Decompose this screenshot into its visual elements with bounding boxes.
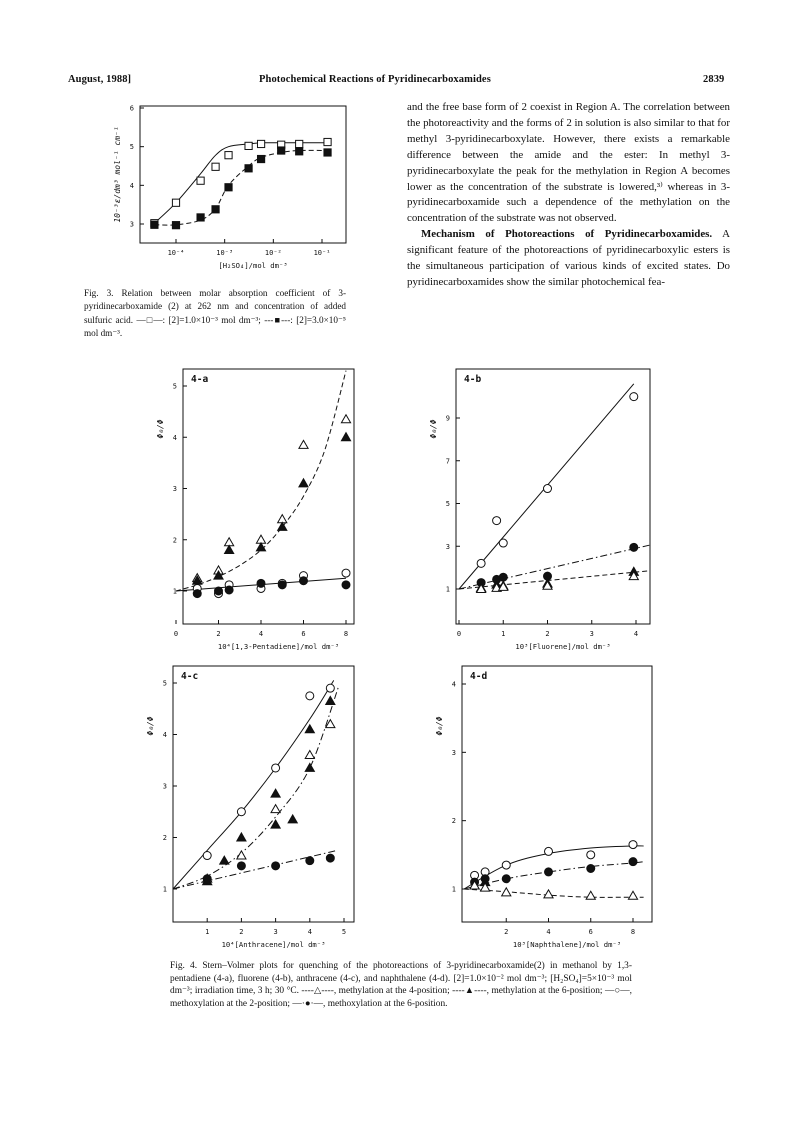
y-tick-label-4-a-3: 4 xyxy=(172,433,177,442)
fig3-caption-label: Fig. 3. xyxy=(84,288,114,298)
y-axis-label-4-c: Φ₀/Φ xyxy=(146,716,155,736)
running-header-left: August, 1988] xyxy=(68,74,132,85)
data-point-4-a-filled-triangle-2 xyxy=(225,545,234,553)
data-point-4-c-open-circle-2 xyxy=(272,764,280,772)
data-point-4-d-open-circle-5 xyxy=(629,841,637,849)
y-tick-label-4-b-2: 5 xyxy=(445,500,450,508)
x-axis-label-fig3: [H₂SO₄]/mol dm⁻³ xyxy=(218,261,288,270)
fit-line-4-b-1 xyxy=(459,545,649,589)
data-point-4-d-filled-circle-3 xyxy=(545,868,553,876)
data-point-4-a-filled-circle-0 xyxy=(193,590,201,598)
fig4-caption-text: Stern–Volmer plots for quenching of the photoreactions of 3-pyridinecarboxamide(2) in methanol by 1,3-pentadiene (4-a), fluorene (4-b), anthracene (4-c), and naphthalene (4-d). [2]=1.0×10⁻² mol dm⁻³; [H₂SO₄]=5×10⁻³ mol dm⁻³; irradiation time, 3 h; 30 °C. xyxy=(170,961,632,997)
body-paragraph-2: A significant feature of the photoreactions of pyridinecarboxylic esters is the simultaneous participation of various kinds of excited states. Do pyridinecarboxamides show the similar photochemical fea- xyxy=(407,228,730,288)
data-point-4-c-filled-triangle-1 xyxy=(220,856,229,864)
y-tick-label-4-c-3: 4 xyxy=(162,731,167,739)
chart-frame-4-b xyxy=(456,369,650,624)
data-point-4-d-open-circle-4 xyxy=(587,851,595,859)
x-tick-label-4-c-2: 3 xyxy=(273,928,278,936)
data-point-4-c-filled-triangle-5 xyxy=(288,815,297,823)
data-point-4-c-filled-circle-2 xyxy=(272,862,280,870)
data-point-4-d-open-circle-2 xyxy=(502,861,510,869)
data-point-4-a-filled-circle-3 xyxy=(257,579,265,587)
data-point-4-c-filled-triangle-8 xyxy=(326,696,335,704)
data-point-4-d-open-triangle-3 xyxy=(544,890,553,898)
y-tick-label-4-a-4: 5 xyxy=(172,382,177,391)
data-point-4-a-open-circle-6 xyxy=(342,569,350,577)
data-point-4-d-open-triangle-2 xyxy=(502,888,511,896)
data-point-4-d-open-triangle-4 xyxy=(586,891,595,899)
fit-line-4-a-0 xyxy=(176,371,346,591)
x-tick-label-fig3-0: 10⁻⁴ xyxy=(167,249,185,257)
page-number: 2839 xyxy=(703,74,725,85)
panel-label-4-a: 4-a xyxy=(191,374,209,385)
x-tick-label-4-c-4: 5 xyxy=(341,928,347,936)
data-point-4-a-open-triangle-5 xyxy=(299,440,308,448)
fit-line-4-c-1 xyxy=(173,686,339,889)
data-point-4-c-open-triangle-3 xyxy=(305,751,314,759)
panel-label-4-b: 4-b xyxy=(464,374,482,385)
data-point-4-c-filled-circle-1 xyxy=(237,862,245,870)
data-point-4-b-filled-circle-4 xyxy=(630,543,638,551)
y-tick-label-4-b-1: 3 xyxy=(445,542,450,551)
x-tick-label-4-a-0: 0 xyxy=(173,630,179,638)
y-tick-label-4-d-3: 4 xyxy=(451,680,456,689)
data-point-4-a-filled-circle-2 xyxy=(225,586,233,594)
y-tick-label-4-d-0: 1 xyxy=(451,885,456,894)
y-tick-label-4-b-3: 7 xyxy=(445,457,450,466)
section-heading: Mechanism of Photoreactions of Pyridinecarboxamides. xyxy=(421,228,713,241)
x-tick-label-4-d-2: 6 xyxy=(588,928,593,936)
x-tick-label-4-b-1: 1 xyxy=(501,630,506,638)
body-paragraph-1: and the free base form of 2 coexist in Region A. The correlation between the photoreactivity and the forms of 2 in solution is also similar to that for methyl 3-pyridinecarboxylate. However, there exists a remarkable difference between the amide and the ester: In methyl 3-pyridinecarboxylate the peak for the methylation in Region A becomes lower as the concentration of the substrate is lowered,³⁾ whereas in 3-pyridinecarboxamide such a dependence of the methylation on the concentration of the substrate was not observed. xyxy=(407,101,730,225)
data-point-4-c-filled-circle-0 xyxy=(203,875,211,883)
fig4-caption-label: Fig. 4. xyxy=(170,961,198,971)
data-point-4-a-filled-circle-5 xyxy=(300,577,308,585)
chart-frame-4-a xyxy=(183,369,354,624)
y-tick-label-4-a-1: 2 xyxy=(172,536,177,545)
y-axis-label-4-a: Φ₀/Φ xyxy=(156,419,165,439)
y-tick-label-fig3-3: 6 xyxy=(129,104,134,113)
data-point-4-c-open-circle-4 xyxy=(326,684,334,692)
data-point-4-c-filled-triangle-7 xyxy=(305,763,314,771)
data-point-4-c-open-triangle-2 xyxy=(271,805,280,813)
x-tick-label-4-b-0: 0 xyxy=(456,630,462,638)
x-tick-label-4-c-0: 1 xyxy=(205,928,210,936)
data-point-4-b-open-circle-4 xyxy=(630,393,638,401)
fit-line-4-d-2 xyxy=(464,889,644,897)
data-point-4-d-open-circle-3 xyxy=(545,847,553,855)
fit-line-4-c-2 xyxy=(173,850,337,889)
x-axis-label-4-c: 10⁴[Anthracene]/mol dm⁻³ xyxy=(221,940,326,949)
data-point-4-c-filled-triangle-6 xyxy=(305,725,314,733)
x-tick-label-fig3-1: 10⁻³ xyxy=(216,249,234,257)
y-tick-label-4-d-1: 2 xyxy=(451,817,456,826)
fit-line-4-b-2 xyxy=(459,571,649,589)
panel-label-4-c: 4-c xyxy=(181,671,199,682)
x-tick-label-4-b-2: 2 xyxy=(545,630,550,638)
data-point-4-b-open-circle-2 xyxy=(499,539,507,547)
y-tick-label-4-a-2: 3 xyxy=(172,485,177,493)
x-tick-label-4-a-4: 8 xyxy=(343,630,349,638)
data-point-4-a-open-triangle-6 xyxy=(341,415,350,423)
y-tick-label-4-b-4: 9 xyxy=(445,414,450,423)
chart-4-b xyxy=(429,369,650,651)
y-axis-label-4-d: Φ₀/Φ xyxy=(435,716,444,736)
data-point-4-c-open-triangle-1 xyxy=(237,851,246,859)
x-axis-label-4-a: 10⁴[1,3-Pentadiene]/mol dm⁻³ xyxy=(217,642,340,651)
y-tick-label-4-b-0: 1 xyxy=(445,585,450,594)
x-axis-label-4-d: 10³[Naphthalene]/mol dm⁻³ xyxy=(512,940,622,949)
fig4-caption xyxy=(170,960,632,1010)
data-point-4-a-filled-circle-1 xyxy=(215,587,223,595)
fig3-caption-text: Relation between molar absorption coefficient of 3-pyridinecarboxamide (2) at 262 nm and concentration of added sulfuric acid. xyxy=(84,288,346,325)
data-point-4-c-open-circle-1 xyxy=(237,808,245,816)
y-tick-label-fig3-0: 3 xyxy=(129,220,134,229)
data-point-4-c-filled-circle-4 xyxy=(326,854,334,862)
x-tick-label-fig3-3: 10⁻¹ xyxy=(313,249,331,257)
y-tick-label-fig3-2: 5 xyxy=(129,143,134,152)
x-tick-label-4-c-3: 4 xyxy=(307,928,312,936)
x-tick-label-4-d-0: 2 xyxy=(504,928,509,936)
x-axis-label-4-b: 10³[Fluorene]/mol dm⁻³ xyxy=(515,642,611,651)
chart-frame-4-d xyxy=(462,666,652,922)
x-tick-label-4-a-3: 6 xyxy=(301,630,306,638)
fig3-legend-open-square: —□—: [2]=1.0×10⁻³ mol dm⁻³; xyxy=(136,314,261,325)
data-point-4-b-open-circle-3 xyxy=(544,485,552,493)
chart-4-a xyxy=(156,369,354,651)
chart-4-c xyxy=(146,666,354,949)
data-point-4-c-open-circle-3 xyxy=(306,692,314,700)
y-tick-label-fig3-1: 4 xyxy=(129,181,134,190)
y-tick-label-4-d-2: 3 xyxy=(451,748,456,757)
fit-line-4-d-0 xyxy=(464,846,644,889)
data-point-4-b-open-circle-0 xyxy=(477,559,485,567)
data-point-4-c-open-circle-0 xyxy=(203,852,211,860)
y-tick-label-4-a-0: 1 xyxy=(172,587,177,596)
y-axis-label-4-b: Φ₀/Φ xyxy=(429,419,438,439)
x-tick-label-4-a-2: 4 xyxy=(258,630,264,638)
x-tick-label-4-a-1: 2 xyxy=(216,630,221,638)
x-tick-label-4-b-4: 4 xyxy=(633,630,639,638)
data-point-4-d-open-triangle-5 xyxy=(628,891,637,899)
y-tick-label-4-c-4: 5 xyxy=(162,679,167,688)
x-tick-label-4-c-1: 2 xyxy=(239,928,244,936)
x-tick-label-fig3-2: 10⁻² xyxy=(264,249,282,257)
fit-line-4-d-1 xyxy=(464,862,644,889)
data-point-4-c-filled-triangle-2 xyxy=(237,833,246,841)
y-axis-label-fig3: 10⁻³ε/dm³ mol⁻¹ cm⁻¹ xyxy=(113,126,122,223)
x-tick-label-4-d-3: 8 xyxy=(630,928,636,936)
panel-label-4-d: 4-d xyxy=(470,671,488,682)
y-tick-label-4-c-0: 1 xyxy=(162,885,167,894)
data-point-4-d-filled-circle-5 xyxy=(629,858,637,866)
data-point-4-a-filled-triangle-6 xyxy=(341,433,350,441)
data-point-4-d-filled-circle-4 xyxy=(587,865,595,873)
data-point-4-c-filled-circle-3 xyxy=(306,857,314,865)
chart-4-d xyxy=(435,666,652,949)
fig4-legend: ----△----, methylation at the 4-position; ----▲----, methylation at the 6-position; —○—, methoxylation at the 2-position; —·●·—, methoxylation at the 6-position. xyxy=(170,986,632,1009)
data-point-4-b-filled-circle-2 xyxy=(499,573,507,581)
y-tick-label-4-c-1: 2 xyxy=(162,834,167,842)
data-point-4-c-filled-triangle-3 xyxy=(271,789,280,797)
y-tick-label-4-c-2: 3 xyxy=(162,782,167,791)
x-tick-label-4-d-1: 4 xyxy=(546,928,551,936)
data-point-4-a-filled-triangle-5 xyxy=(299,479,308,487)
data-point-4-d-filled-circle-2 xyxy=(502,875,510,883)
fig3-legend-filled-square: ---■---: [2]=3.0×10⁻⁵ mol dm⁻³. xyxy=(84,314,347,339)
data-point-4-b-open-circle-1 xyxy=(493,517,501,525)
data-point-4-a-filled-circle-6 xyxy=(342,581,350,589)
running-header-title: Photochemical Reactions of Pyridinecarboxamides xyxy=(259,74,491,85)
data-point-4-a-filled-circle-4 xyxy=(278,581,286,589)
x-tick-label-4-b-3: 3 xyxy=(589,630,594,638)
